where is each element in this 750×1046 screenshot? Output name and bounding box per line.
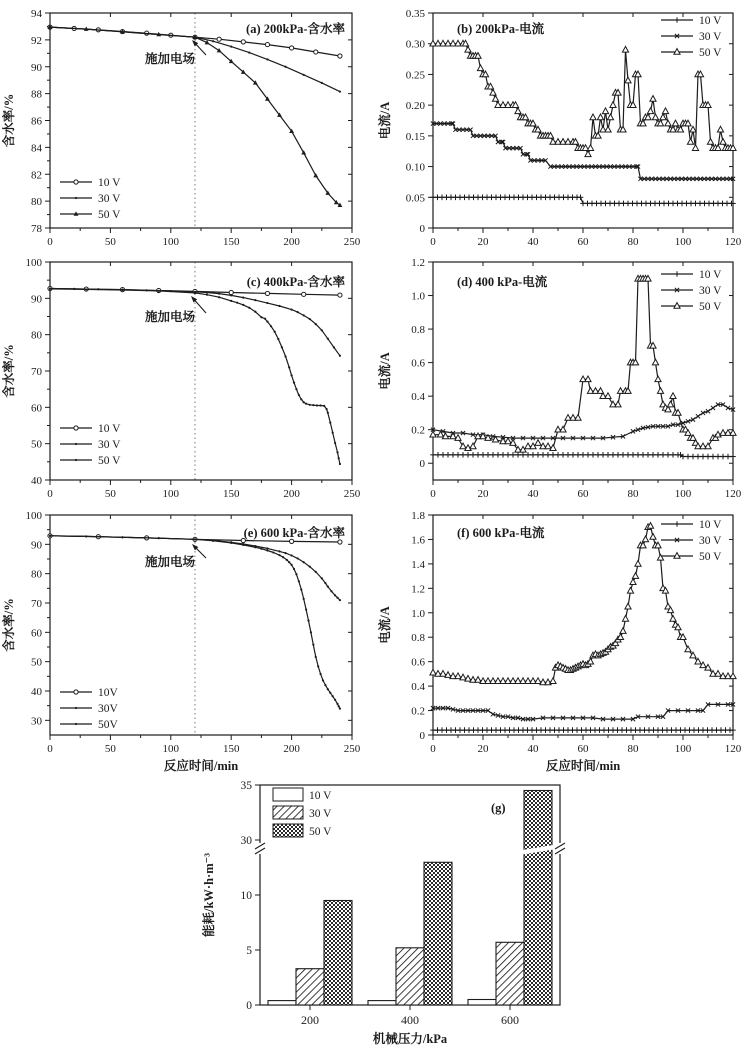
x-tick-label: 150 [222, 743, 240, 755]
legend-label: 30 V [699, 31, 722, 43]
category-label: 600 [501, 1013, 519, 1027]
annotation-apply-field [145, 40, 206, 66]
y-tick-label: 1.2 [411, 257, 425, 269]
series-50v [430, 275, 736, 452]
y-tick-label: 0.4 [411, 391, 425, 404]
legend-label: 50 V [98, 209, 121, 221]
y-tick-label: 50 [31, 438, 42, 451]
x-tick-label: 20 [477, 743, 489, 755]
y-tick-label: 90 [31, 293, 42, 306]
legend-label: 10 V [699, 15, 722, 27]
x-tick-label: 40 [527, 743, 539, 755]
y-tick-label: 30 [240, 835, 252, 847]
x-tick-label: 50 [104, 488, 116, 500]
legend-label: 50 V [309, 826, 332, 838]
series-50v [430, 40, 736, 156]
y-axis-label: 含水率/% [2, 93, 16, 148]
x-tick-label: 20 [477, 488, 489, 500]
legend [273, 788, 332, 838]
y-axis-label: 含水率/% [2, 598, 16, 652]
bar-200-30v [296, 969, 324, 1005]
legend-label: 30 V [98, 193, 121, 205]
annotation-apply-field [145, 544, 206, 569]
x-tick-label: 150 [222, 488, 240, 500]
chart-g-svg [145, 768, 645, 1046]
y-tick-label: 1.6 [411, 534, 425, 547]
y-tick-label: 100 [25, 510, 42, 522]
series-30v [431, 702, 735, 721]
y-tick-label: 0.4 [411, 681, 425, 694]
y-tick-label: 0.6 [411, 357, 425, 370]
chart-e-svg [0, 500, 375, 792]
legend [661, 519, 722, 563]
y-tick-label: 60 [31, 627, 42, 640]
y-tick-label: 5 [246, 945, 252, 957]
legend-label: 50 V [699, 301, 722, 313]
series-10v [430, 727, 736, 733]
y-tick-label: 60 [31, 402, 42, 415]
x-tick-label: 200 [283, 488, 300, 500]
x-tick-label: 120 [724, 236, 742, 248]
y-tick-label: 1.2 [411, 583, 425, 596]
bar-600-50v [524, 791, 552, 1006]
y-tick-label: 50 [31, 656, 42, 669]
bar-200-50v [324, 901, 352, 1006]
x-tick-label: 250 [343, 743, 361, 755]
y-tick-label: 90 [31, 61, 42, 74]
bar-200-10v [268, 1001, 296, 1005]
x-tick-label: 120 [724, 743, 742, 755]
legend-label: 30V [98, 703, 118, 715]
panel-g-energy-consumption-bars [145, 768, 645, 1046]
plot-frame [433, 262, 733, 480]
plot-frame [50, 515, 352, 735]
panel-title: (b) 200kPa-电流 [457, 22, 545, 36]
legend-label: 50 V [699, 551, 722, 563]
panel-title: (g) [491, 801, 506, 815]
y-tick-label: 70 [31, 366, 42, 378]
x-tick-label: 50 [104, 236, 116, 248]
x-tick-label: 80 [627, 236, 639, 248]
x-tick-label: 100 [674, 488, 692, 500]
annotation-apply-field [145, 296, 206, 324]
x-tick-label: 60 [577, 743, 589, 755]
panel-title: (e) 600 kPa-含水率 [243, 526, 345, 540]
legend-label: 10 V [699, 269, 722, 281]
legend-label: 30 V [309, 808, 332, 820]
bar-400-10v [368, 1001, 396, 1005]
y-tick-label: 80 [31, 196, 42, 209]
y-tick-label: 0.6 [411, 656, 425, 669]
y-tick-label: 35 [240, 780, 252, 792]
y-tick-label: 86 [31, 115, 42, 128]
legend [60, 177, 121, 221]
y-tick-label: 0.30 [405, 38, 425, 51]
x-tick-label: 100 [674, 236, 692, 248]
x-tick-label: 0 [47, 236, 53, 248]
legend-label: 30 V [699, 535, 722, 547]
legend-label: 50 V [98, 455, 121, 467]
panel-title: (c) 400kPa-含水率 [246, 275, 345, 289]
x-tick-label: 250 [343, 488, 361, 500]
panel-b-200kpa-current [375, 0, 750, 250]
axis-ticks [411, 257, 742, 500]
chart-a-svg [0, 0, 375, 250]
legend-label: 10 V [309, 790, 332, 802]
x-tick-label: 40 [527, 488, 539, 500]
bar-600-10v [468, 1000, 496, 1006]
y-tick-label: 0.8 [411, 324, 425, 337]
y-tick-label: 0.25 [405, 69, 425, 82]
x-axis-label: 机械压力/kPa [372, 1032, 448, 1046]
legend [661, 15, 722, 59]
y-tick-label: 0.2 [411, 424, 425, 437]
axis-break-mark [255, 843, 265, 854]
y-tick-label: 0 [246, 1000, 252, 1012]
y-tick-label: 0.15 [405, 130, 425, 143]
x-tick-label: 20 [477, 236, 489, 248]
y-tick-label: 78 [31, 223, 42, 235]
y-axis-label: 含水率/% [2, 344, 16, 398]
y-tick-label: 94 [31, 8, 42, 20]
y-tick-label: 80 [31, 329, 42, 342]
y-tick-label: 0 [419, 730, 425, 742]
x-tick-label: 100 [674, 743, 692, 755]
y-tick-label: 70 [31, 598, 42, 610]
category-label: 400 [401, 1013, 419, 1027]
y-tick-label: 30 [31, 715, 42, 728]
x-tick-label: 100 [162, 488, 180, 500]
y-tick-label: 0 [419, 458, 425, 471]
panel-title: (f) 600 kPa-电流 [457, 526, 545, 540]
x-tick-label: 0 [47, 488, 53, 500]
legend [60, 423, 121, 467]
y-tick-label: 90 [31, 539, 42, 552]
x-tick-label: 150 [222, 236, 240, 248]
panel-title: (d) 400 kPa-电流 [457, 275, 548, 289]
x-tick-label: 60 [577, 488, 589, 500]
legend-label: 10V [98, 687, 118, 699]
panel-a-200kpa-water-content [0, 0, 375, 250]
legend-label: 50 V [699, 47, 722, 59]
y-axis-label: 电流/A [378, 352, 392, 390]
plot-frame [50, 13, 352, 228]
x-tick-label: 100 [162, 743, 180, 755]
legend-label: 10 V [98, 423, 121, 435]
y-tick-label: 0.10 [405, 161, 425, 174]
panel-e-600kpa-water-content [0, 500, 375, 792]
series-50v [430, 523, 736, 685]
y-tick-label: 10 [240, 890, 252, 902]
y-tick-label: 0.05 [405, 192, 425, 205]
x-tick-label: 60 [577, 236, 589, 248]
x-tick-label: 100 [162, 236, 180, 248]
x-tick-label: 50 [104, 743, 116, 755]
legend [60, 687, 119, 731]
y-tick-label: 0.8 [411, 632, 425, 645]
y-tick-label: 40 [31, 686, 42, 698]
y-tick-label: 0.35 [405, 8, 425, 20]
chart-c-svg [0, 250, 375, 500]
category-label: 200 [301, 1013, 319, 1027]
panel-title: (a) 200kPa-含水率 [246, 22, 345, 36]
chart-b-svg [375, 0, 750, 250]
x-tick-label: 250 [343, 236, 361, 248]
y-axis-label: 电流/A [378, 101, 392, 140]
legend-label: 10 V [98, 177, 121, 189]
x-tick-label: 120 [724, 488, 742, 500]
legend-label: 50V [98, 719, 118, 731]
x-tick-label: 0 [47, 743, 53, 755]
legend-label: 10 V [699, 519, 722, 531]
series-10v [430, 194, 736, 206]
bar-600-30v [496, 942, 524, 1005]
y-tick-label: 0.2 [411, 705, 425, 718]
chart-d-svg [375, 250, 750, 500]
x-tick-label: 40 [527, 236, 539, 248]
annotation-text: 施加电场 [144, 310, 196, 324]
y-tick-label: 1.4 [411, 558, 425, 571]
x-axis-label: 反应时间/min [163, 759, 239, 773]
x-tick-label: 0 [430, 488, 436, 500]
chart-f-svg [375, 500, 750, 792]
panel-f-600kpa-current [375, 500, 750, 792]
y-tick-label: 84 [31, 142, 42, 155]
y-tick-label: 40 [31, 475, 42, 487]
panel-d-400kpa-current [375, 250, 750, 500]
x-tick-label: 0 [430, 236, 436, 248]
y-tick-label: 0 [419, 223, 425, 235]
y-tick-label: 1.8 [411, 510, 425, 522]
x-tick-label: 200 [283, 236, 300, 248]
y-axis-label: 能耗/kW·h·m⁻³ [202, 853, 216, 937]
legend-label: 30 V [699, 285, 722, 297]
series-10v [430, 452, 736, 459]
y-tick-label: 0.20 [405, 100, 425, 113]
legend [661, 269, 722, 313]
y-axis-label: 电流/A [378, 606, 392, 644]
x-tick-label: 80 [627, 743, 639, 755]
x-axis-label: 反应时间/min [545, 759, 621, 773]
x-tick-label: 200 [283, 743, 300, 755]
y-tick-label: 100 [25, 257, 42, 269]
y-tick-label: 92 [31, 34, 42, 47]
legend-label: 30 V [98, 439, 121, 451]
annotation-text: 施加电场 [144, 52, 196, 66]
axis-ticks [26, 257, 361, 500]
y-tick-label: 82 [31, 169, 42, 182]
annotation-text: 施加电场 [144, 555, 196, 569]
panel-c-400kpa-water-content [0, 250, 375, 500]
bar-400-30v [396, 948, 424, 1005]
y-tick-label: 1.0 [411, 607, 425, 620]
plot-frame [433, 515, 733, 735]
x-tick-label: 0 [430, 743, 436, 755]
y-tick-label: 88 [31, 88, 42, 101]
y-tick-label: 1.0 [411, 290, 425, 303]
axis-break-mark [555, 843, 565, 854]
bar-400-50v [424, 862, 452, 1005]
y-tick-label: 80 [31, 568, 42, 581]
x-tick-label: 80 [627, 488, 639, 500]
